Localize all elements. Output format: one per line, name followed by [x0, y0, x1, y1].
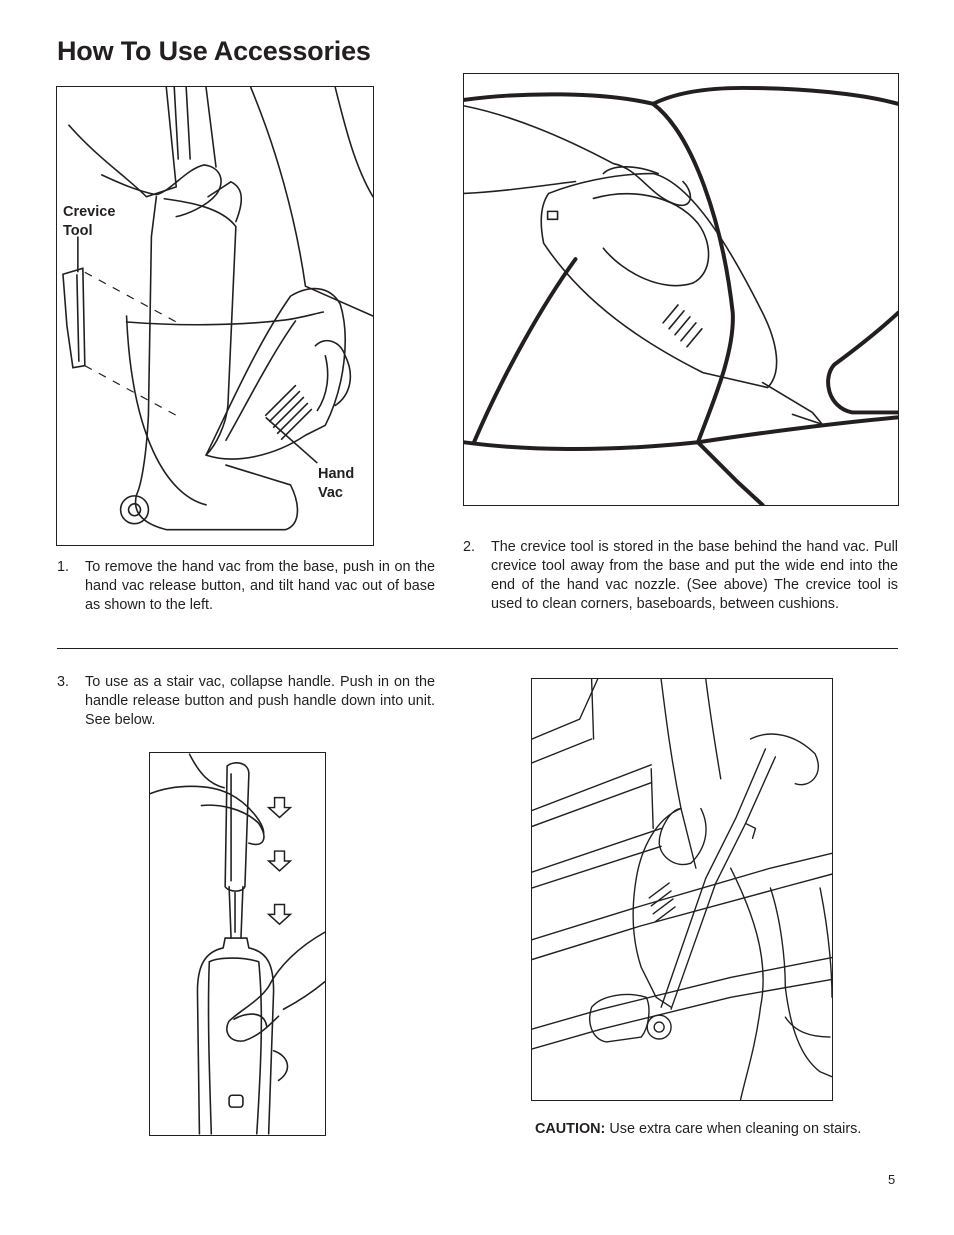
step-1-number: 1.	[57, 559, 70, 575]
step-2-number: 2.	[463, 539, 476, 555]
step-1	[57, 558, 435, 615]
crevice-tool-illustration	[464, 74, 898, 505]
page-number: 5	[888, 1172, 896, 1187]
figure-hand-vac-removal	[56, 86, 374, 546]
step-3-text: To use as a stair vac, collapse handle. Push in on the handle release button and push handle down into unit. See below.	[85, 674, 435, 728]
label-crevice-tool: Crevice Tool	[63, 204, 116, 239]
stair-cleaning-illustration	[532, 679, 832, 1100]
step-1-text: To remove the hand vac from the base, push in on the hand vac release button, and tilt hand vac out of base as shown to the left.	[85, 559, 435, 613]
step-2	[463, 538, 898, 614]
step-2-text: The crevice tool is stored in the base behind the hand vac. Pull crevice tool away from the base and put the wide end into the end of the hand vac nozzle. (See above) The crevice tool is used to clean corners, baseboards, between cushions.	[491, 539, 898, 612]
section-divider	[57, 648, 898, 649]
figure-crevice-tool-use	[463, 73, 899, 506]
step-3-number: 3.	[57, 674, 70, 690]
page-title: How To Use Accessories	[57, 36, 371, 66]
step-3	[57, 673, 435, 730]
figure-stair-cleaning	[531, 678, 833, 1101]
collapse-handle-illustration	[150, 753, 325, 1135]
caution-note	[535, 1121, 861, 1137]
label-hand-vac: Hand Vac	[318, 466, 355, 501]
caution-text: Use extra care when cleaning on stairs.	[605, 1121, 862, 1137]
figure-collapse-handle	[149, 752, 326, 1136]
caution-label: CAUTION:	[535, 1121, 606, 1137]
